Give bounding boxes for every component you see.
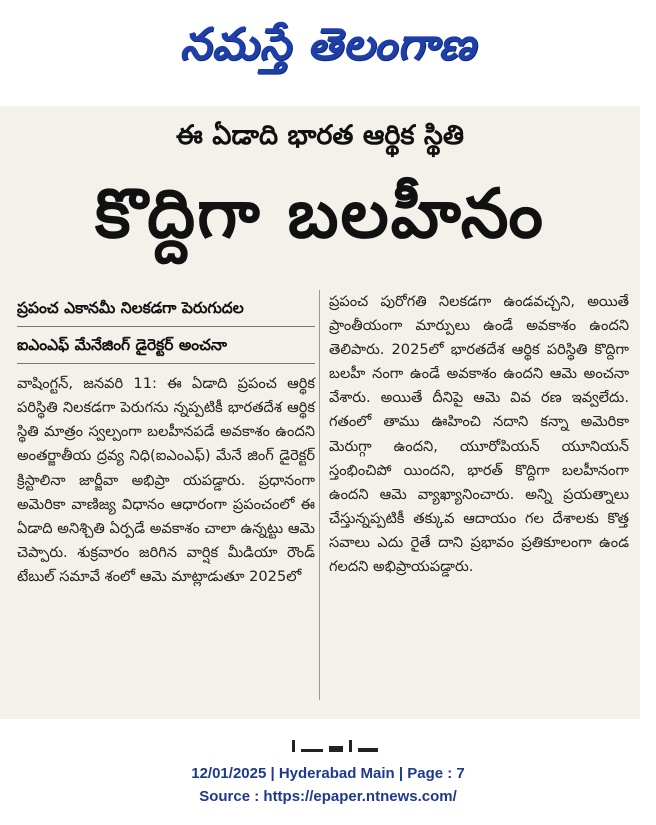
masthead: [0, 0, 656, 100]
article-subhead-1: ప్రపంచ ఎకానమీ నిలకడగా పెరుగుదల: [17, 299, 244, 317]
newspaper-logo: నమస్తే తెలంగాణ: [179, 19, 477, 70]
footer-source-link[interactable]: Source : https://epaper.ntnews.com/: [199, 788, 457, 805]
next-article-stub: [292, 740, 422, 752]
subhead-rule: [17, 363, 315, 364]
footer-date-edition: 12/01/2025 | Hyderabad Main | Page : 7: [191, 765, 465, 782]
article-column-right: [329, 290, 629, 579]
article-body-right: ప్రపంచ పురోగతి నిలకడగా ఉండవచ్చని, అయితే ప్రాంతీయంగా మార్పులు ఉండే అవకాశం ఉందని తెలిపారు. 2025లో భారతదేశ ఆర్థిక పరిస్థితి కొద్దిగా బలహీ నంగా ఉండే అవకాశం ఉందని ఆమె అంచనా వేశారు. అయితే దీనిపై ఆమె వివ రణ ఇవ్వలేదు. గతంలో తాము ఊహించి నదాని కన్నా అమెరికా మెరుగ్గా ఉందని, యూరోపియన్ యూనియన్ స్తంభించిపో యిందని, భారత్ కొద్దిగా బలహీనంగా ఉందని ఆమె వ్యాఖ్యానించారు. అన్ని ప్రయత్నాలు చేస్తున్నప్పటికీ తక్కువ ఆదాయం గల దేశాలకు కొత్త సవాలు ఎదు రైతే దాని ప్రభావం ప్రతికూలంగా ఉండ గలదని అభిప్రాయపడ్డారు.: [329, 293, 629, 576]
article-subhead-2: ఐఎంఎఫ్ మేనేజింగ్ డైరెక్టర్ అంచనా: [17, 336, 227, 355]
article-headline: కొద్దిగా బలహీనం: [94, 175, 546, 254]
article-body-left: వాషింగ్టన్, జనవరి 11: ఈ ఏడాది ప్రపంచ ఆర్థిక పరిస్థితి నిలకడగా పెరుగను న్నప్పటికీ భారతదేశ ఆర్థిక స్థితి మాత్రం స్వల్పంగా బలహీనపడే అవకాశం ఉందని అంతర్జాతీయ ద్రవ్య నిధి(ఐఎంఎఫ్) మేనే జింగ్ డైరెక్టర్ క్రిస్టాలినా జార్జీవా అభిప్రా యపడ్డారు. ప్రధానంగా అమెరికా వాణిజ్య విధానం ఆధారంగా ప్రపంచంలో ఈ ఏడాది అనిశ్చితి ఏర్పడే అవకాశం చాలా ఉన్నట్టు ఆమె చెప్పారు. శుక్రవారం జరిగిన వార్షిక మీడియా రౌండ్ టేబుల్ సమావే శంలో ఆమె మాట్లాడుతూ 2025లో: [17, 375, 315, 585]
column-divider: [319, 290, 320, 700]
article-column-left: [17, 290, 315, 589]
article-kicker: ఈ ఏడాది భారత ఆర్థిక స్థితి: [176, 120, 464, 151]
